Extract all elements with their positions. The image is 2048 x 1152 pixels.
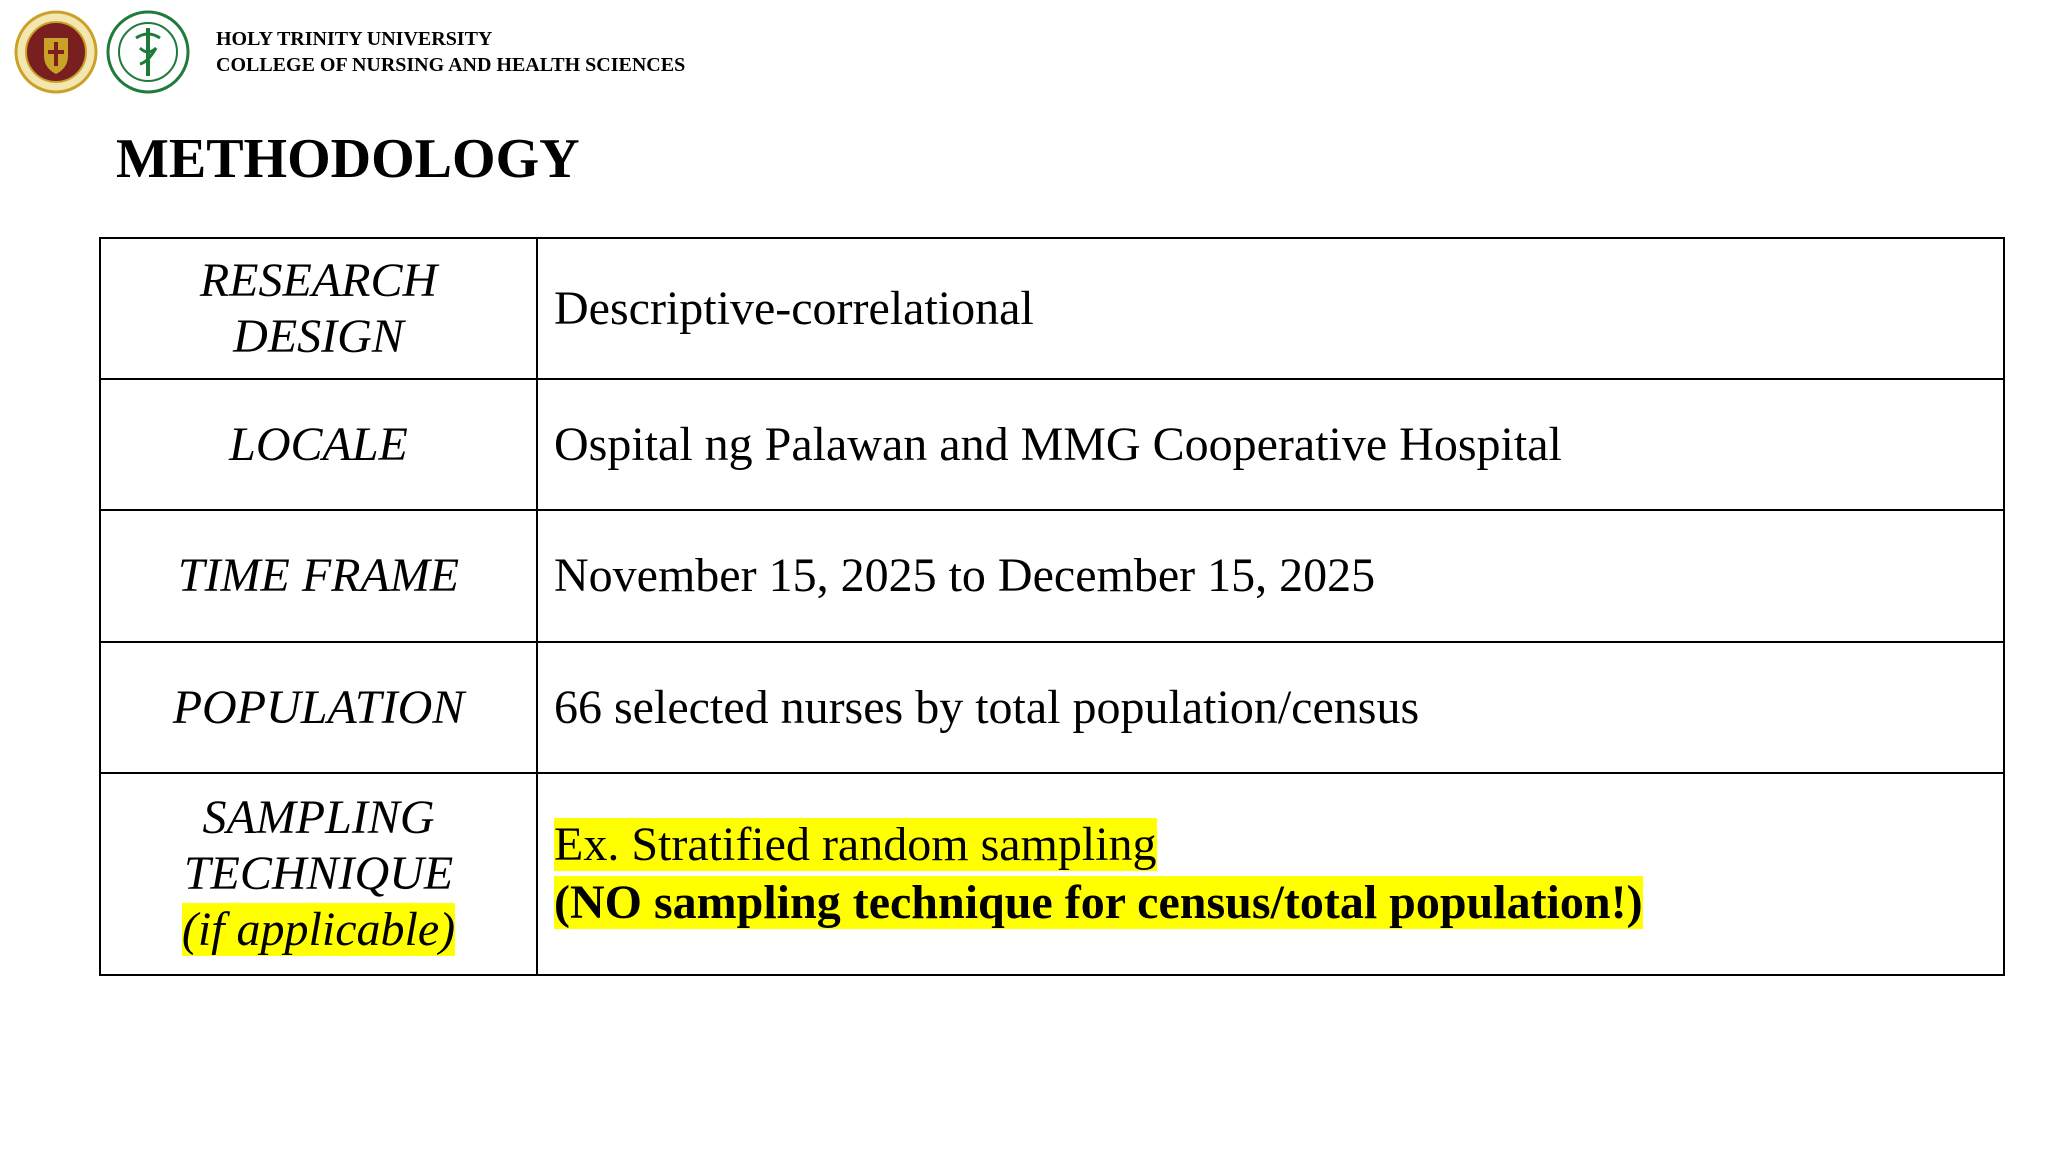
label-line: DESIGN bbox=[233, 309, 404, 363]
header bbox=[14, 10, 685, 94]
table-row bbox=[100, 510, 2004, 642]
label-note-highlighted: (if applicable) bbox=[181, 903, 456, 956]
label-line: SAMPLING bbox=[202, 791, 435, 844]
university-name: HOLY TRINITY UNIVERSITY bbox=[216, 28, 493, 50]
table-row bbox=[100, 773, 2004, 975]
table-row bbox=[100, 642, 2004, 773]
row-value: Ospital ng Palawan and MMG Cooperative Hospital bbox=[537, 379, 2004, 510]
census-note-highlighted: (NO sampling technique for census/total population!) bbox=[554, 876, 1643, 929]
row-label bbox=[100, 238, 537, 379]
row-label: LOCALE bbox=[100, 379, 537, 510]
institution-heading bbox=[216, 26, 685, 78]
table-row bbox=[100, 379, 2004, 510]
methodology-table bbox=[99, 237, 2005, 976]
table-row bbox=[100, 238, 2004, 379]
label-line: RESEARCH bbox=[199, 253, 438, 307]
nursing-college-seal-icon bbox=[106, 10, 190, 94]
university-seal-icon bbox=[14, 10, 98, 94]
row-label bbox=[100, 773, 537, 975]
row-value: Descriptive-correlational bbox=[537, 238, 2004, 379]
row-label: TIME FRAME bbox=[100, 510, 537, 642]
row-value: 66 selected nurses by total population/census bbox=[537, 642, 2004, 773]
college-name: COLLEGE OF NURSING AND HEALTH SCIENCES bbox=[216, 54, 686, 76]
row-value bbox=[537, 773, 2004, 975]
example-text-highlighted: Ex. Stratified random sampling bbox=[554, 818, 1157, 871]
slide-title: METHODOLOGY bbox=[116, 128, 580, 190]
row-value: November 15, 2025 to December 15, 2025 bbox=[537, 510, 2004, 642]
row-label: POPULATION bbox=[100, 642, 537, 773]
label-line: TECHNIQUE bbox=[183, 847, 454, 900]
